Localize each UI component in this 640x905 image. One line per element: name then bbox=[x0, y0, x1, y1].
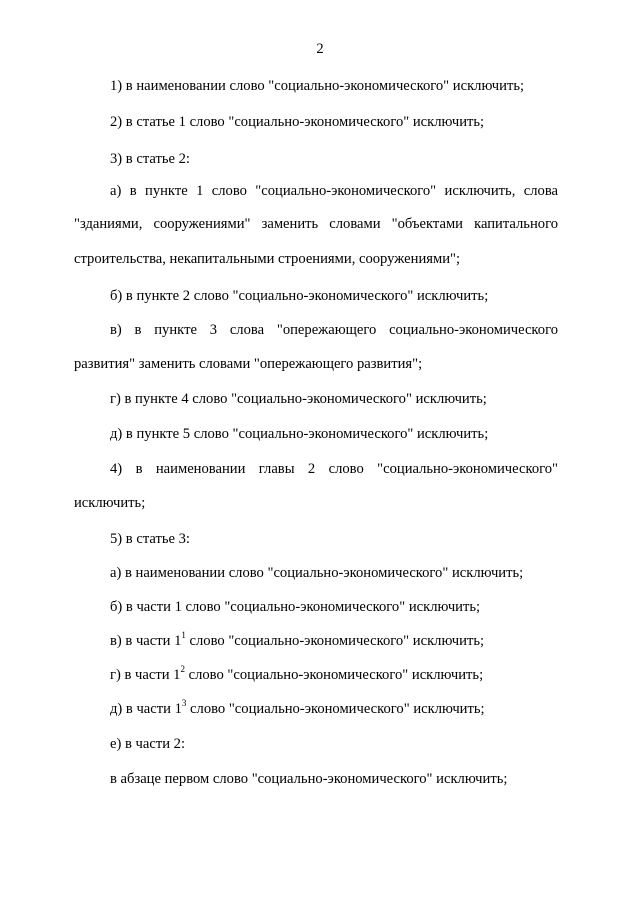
line-text: г) в части 1 bbox=[110, 667, 181, 683]
paragraph-line: 5) в статье 3: bbox=[110, 531, 190, 547]
paragraph-line: е) в части 2: bbox=[110, 736, 186, 752]
paragraph-line: 4) в наименовании главы 2 слово "социально-экономического" bbox=[110, 461, 558, 477]
paragraph-line: б) в части 1 слово "социально-экономического" исключить; bbox=[110, 599, 481, 615]
paragraph-line bbox=[110, 666, 558, 684]
paragraph-line: 2) в статье 1 слово "социально-экономического" исключить; bbox=[110, 114, 485, 130]
line-text: слово "социально-экономического" исключить; bbox=[185, 633, 485, 649]
paragraph-line: "зданиями, сооружениями" заменить словами "объектами капитального bbox=[74, 216, 558, 232]
superscript-index: 1 bbox=[181, 630, 186, 641]
paragraph-line: 3) в статье 2: bbox=[110, 151, 190, 167]
superscript-index: 3 bbox=[181, 698, 187, 709]
superscript-index: 2 bbox=[180, 664, 185, 675]
line-text: слово "социально-экономического" исключить; bbox=[186, 701, 485, 717]
paragraph-line: в абзаце первом слово "социально-экономического" исключить; bbox=[110, 771, 508, 787]
paragraph-line: развития" заменить словами "опережающего развития"; bbox=[74, 356, 423, 372]
paragraph-line bbox=[110, 632, 558, 650]
paragraph-line: а) в наименовании слово "социально-экономического" исключить; bbox=[110, 565, 524, 581]
paragraph-line: в) в пункте 3 слова "опережающего социально-экономического bbox=[110, 322, 558, 338]
page-number: 2 bbox=[316, 41, 324, 57]
paragraph-line: д) в пункте 5 слово "социально-экономического" исключить; bbox=[110, 426, 489, 442]
line-text: слово "социально-экономического" исключить; bbox=[184, 667, 484, 683]
line-text: д) в части 1 bbox=[110, 701, 182, 717]
paragraph-line: 1) в наименовании слово "социально-экономического" исключить; bbox=[110, 78, 525, 94]
paragraph-line: б) в пункте 2 слово "социально-экономического" исключить; bbox=[110, 288, 489, 304]
paragraph-line: исключить; bbox=[74, 495, 146, 511]
paragraph-line: г) в пункте 4 слово "социально-экономического" исключить; bbox=[110, 391, 487, 407]
paragraph-line: а) в пункте 1 слово "социально-экономического" исключить, слова bbox=[110, 183, 558, 199]
line-text: в) в части 1 bbox=[110, 633, 182, 649]
paragraph-line: строительства, некапитальными строениями, сооружениями"; bbox=[74, 251, 461, 267]
paragraph-line bbox=[110, 700, 558, 718]
